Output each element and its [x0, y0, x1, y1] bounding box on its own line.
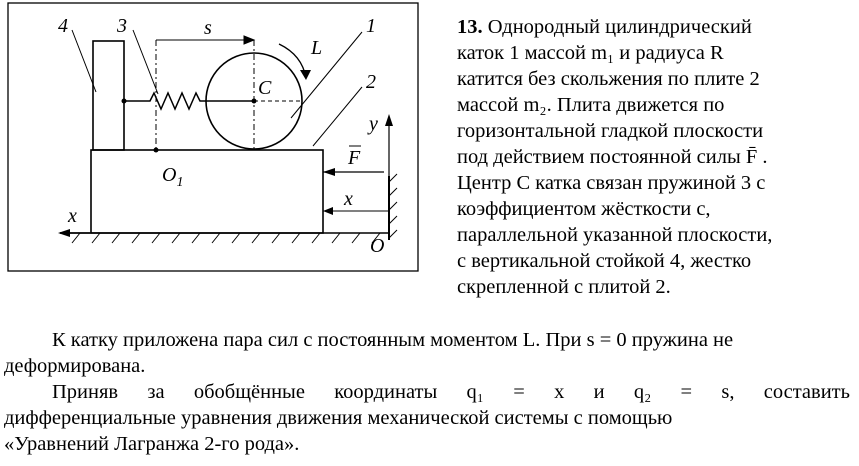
side-line-3: массой m₂. Плита движется по — [457, 94, 725, 116]
mechanism-diagram — [0, 0, 440, 320]
side-line-9: с вертикальной стойкой 4, жестко — [457, 250, 752, 272]
label-O1 — [162, 164, 183, 190]
para3-line3: «Уравнений Лагранжа 2-го рода». — [4, 433, 300, 455]
leader-2 — [313, 87, 362, 146]
side-line-1: каток 1 массой m₁ и радиуса R — [457, 42, 724, 64]
problem-number: 13. — [457, 16, 483, 38]
plate — [91, 150, 323, 233]
label-s: s — [204, 17, 212, 39]
label-moment-L: L — [311, 37, 323, 59]
leader-3 — [133, 30, 158, 94]
side-line-7: коэффициентом жёсткости c, — [457, 198, 711, 220]
label-x-left: x — [68, 205, 77, 227]
label-y: y — [369, 113, 378, 135]
paragraph-task — [4, 379, 850, 457]
label-roller-1: 1 — [366, 15, 376, 37]
moment-arrow-head — [300, 70, 311, 80]
x-dimension-arrow — [323, 207, 333, 215]
paragraph-moment — [4, 327, 850, 379]
label-origin-O: O — [370, 235, 385, 257]
para2-line1: К катку приложена пара сил с постоянным моментом L. При s = 0 пружина не — [52, 329, 734, 351]
label-spring-3: 3 — [117, 15, 127, 37]
para3-line1: Приняв за обобщённые координаты q₁ = x и q₂ = s, составить — [52, 381, 850, 403]
y-axis-arrow — [385, 114, 393, 126]
vertical-stand — [93, 41, 124, 150]
fixed-wall — [389, 174, 397, 240]
side-line-10: скрепленной с плитой 2. — [457, 276, 671, 298]
side-line-2: катится без скольжения по плите 2 — [457, 68, 760, 90]
side-line-8: параллельной указанной плоскости, — [457, 224, 773, 246]
side-line-4: горизонтальной гладкой плоскости — [457, 120, 764, 142]
roller-center-point — [252, 99, 257, 104]
spring-attach-point — [122, 99, 127, 104]
spring — [124, 93, 254, 109]
x-axis-arrow — [58, 229, 70, 237]
problem-statement — [457, 14, 847, 300]
label-x-right: x — [344, 188, 353, 210]
label-plate-2: 2 — [366, 71, 376, 93]
label-force-F: F — [348, 147, 361, 169]
para3-line2: дифференциальные уравнения движения механической системы с помощью — [4, 407, 673, 429]
label-O1-sub: 1 — [176, 175, 184, 190]
label-center-C: C — [258, 77, 272, 99]
side-line-5: под действием постоянной силы F̄ . — [457, 146, 768, 168]
label-stand-4: 4 — [58, 15, 68, 37]
para2-line2: деформирована. — [4, 355, 146, 377]
ground — [60, 233, 390, 243]
side-line-0: Однородный цилиндрический — [482, 16, 752, 38]
side-line-6: Центр C катка связан пружиной 3 с — [457, 172, 766, 194]
force-arrow — [323, 168, 335, 176]
o1-point — [154, 148, 159, 153]
leader-1 — [291, 32, 362, 118]
label-O1-main: O — [162, 164, 177, 186]
